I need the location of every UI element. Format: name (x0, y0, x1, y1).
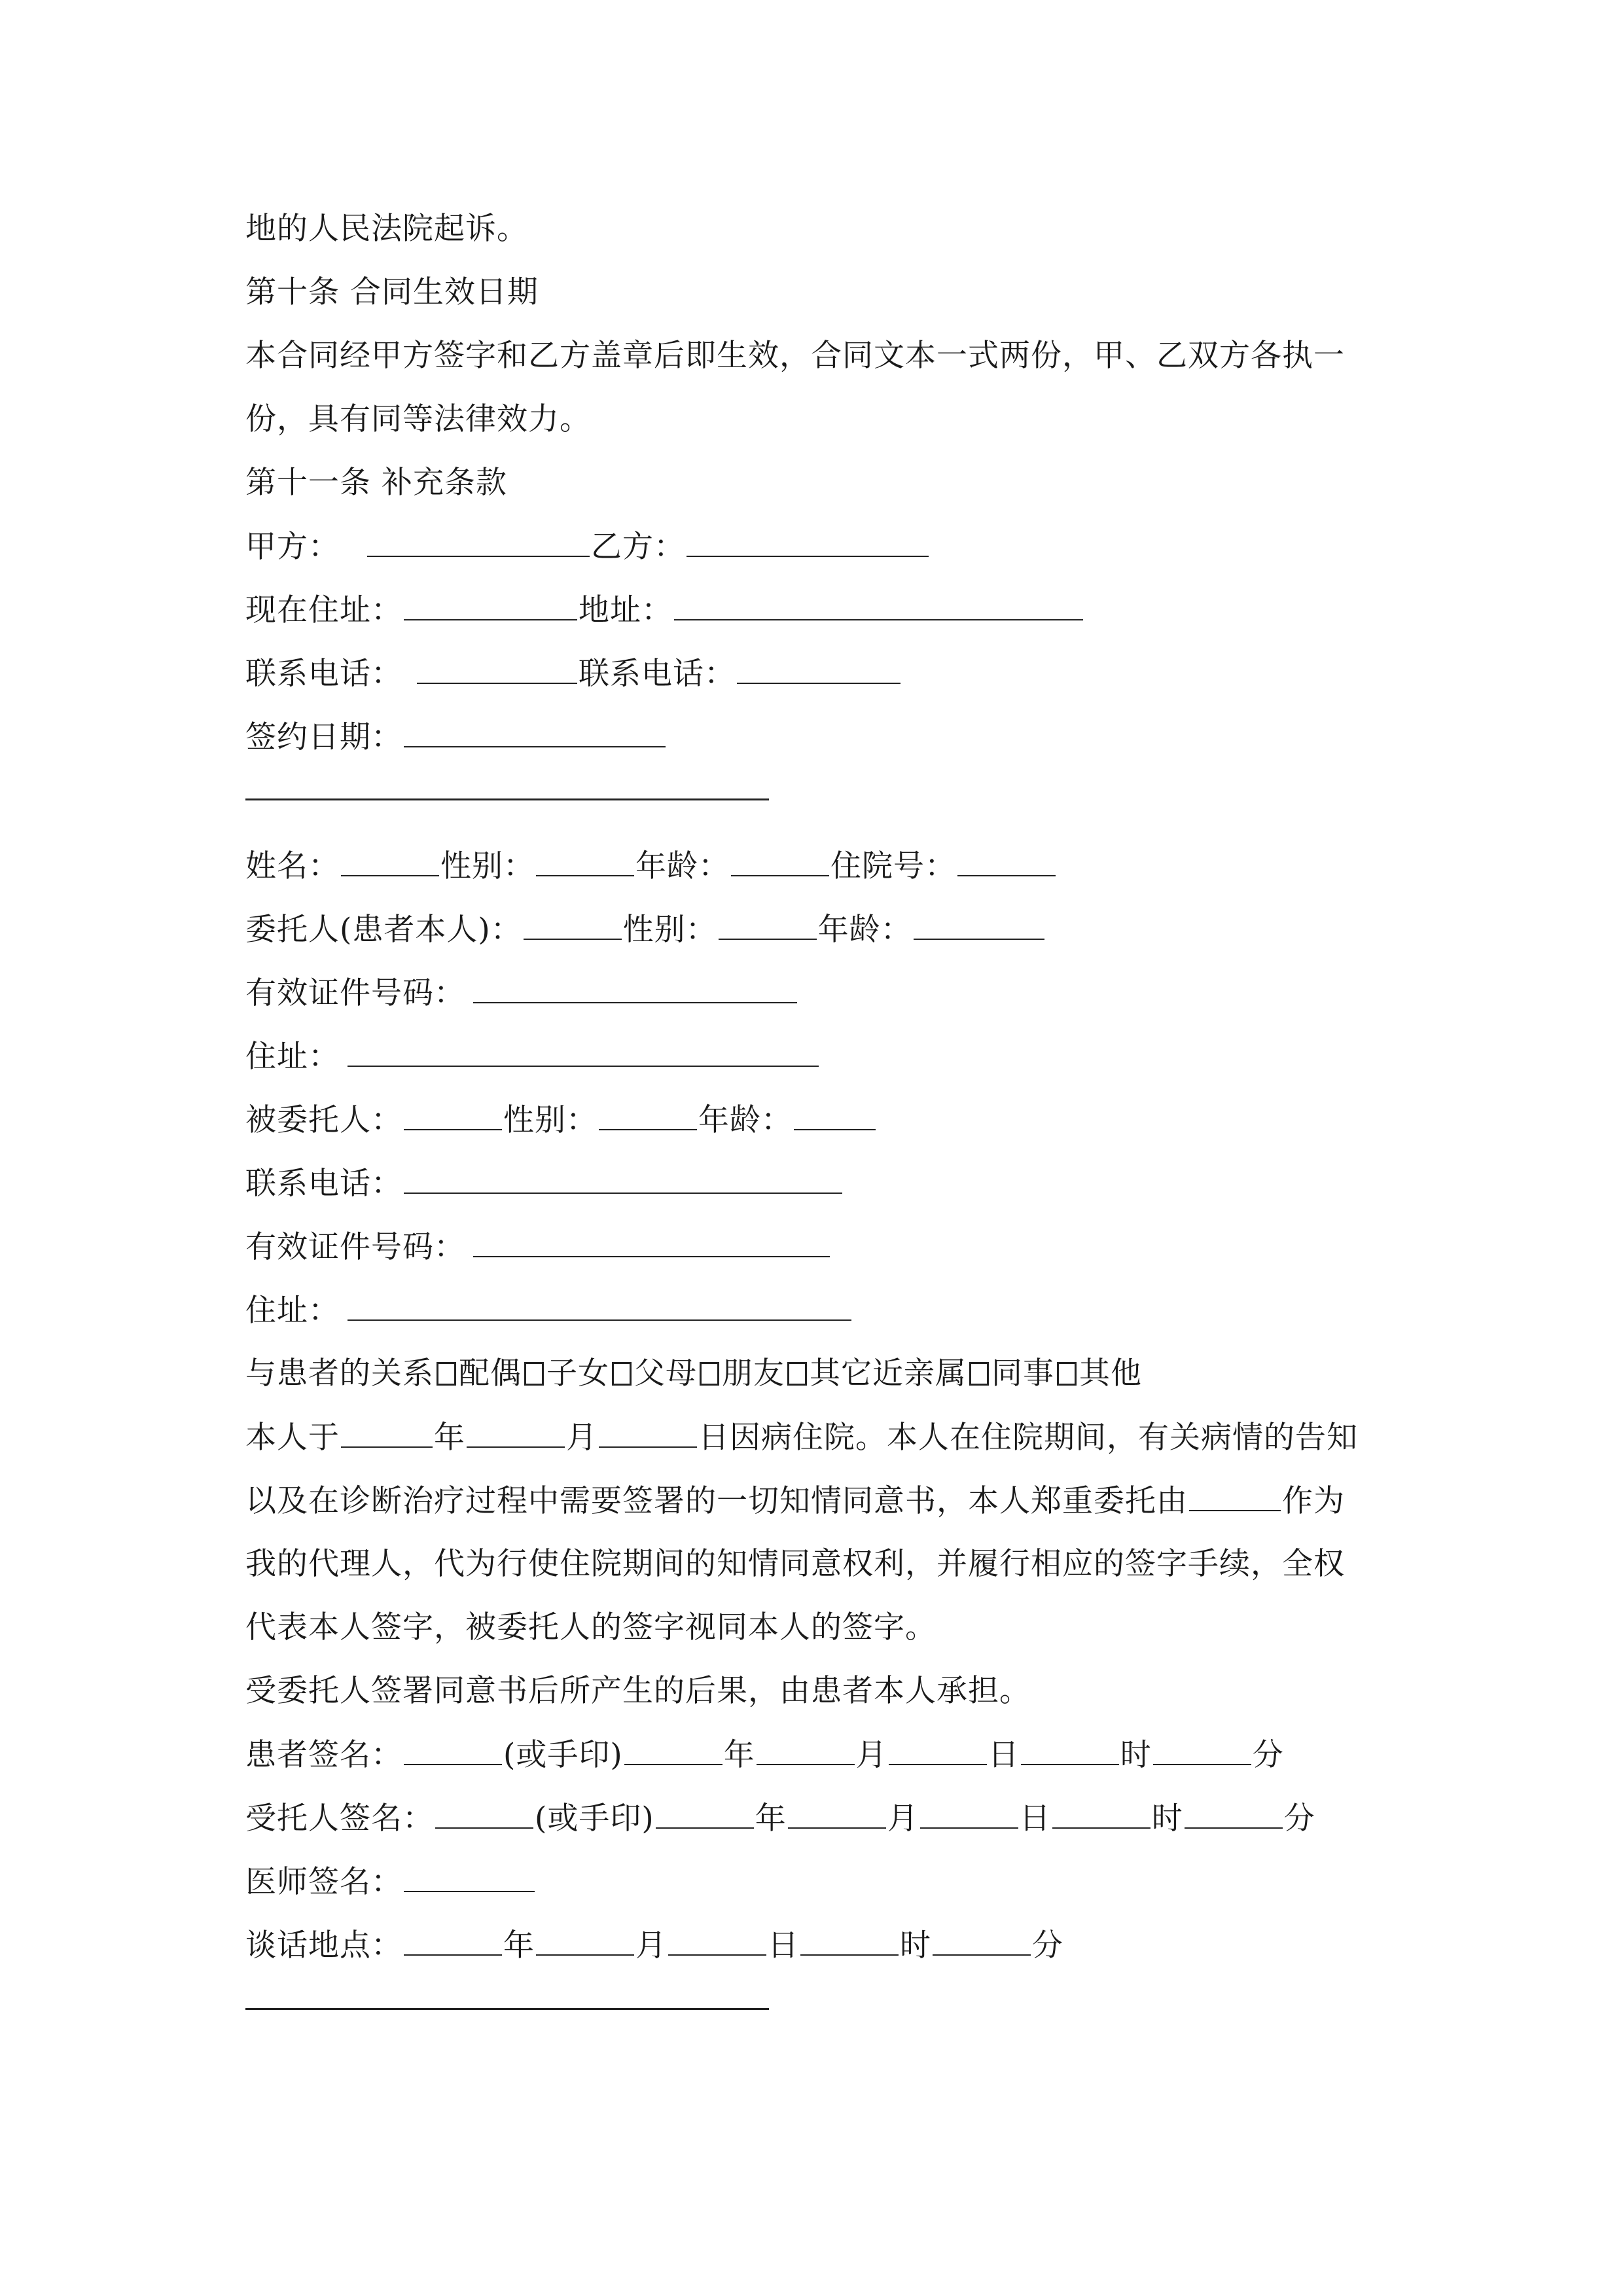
party-b-field[interactable] (687, 527, 929, 557)
talk-place-row (245, 1926, 1063, 1965)
sign-date-label: 签约日期： (245, 719, 402, 755)
consent-text-5: 受委托人签署同意书后所产生的后果，由患者本人承担。 (245, 1673, 1031, 1709)
patient-sign-label: 患者签名： (245, 1737, 402, 1773)
principal-id-row (245, 973, 798, 1013)
agent-phone-field[interactable] (404, 1164, 842, 1194)
agent-gender-field[interactable] (599, 1100, 697, 1130)
talk-place-label: 谈话地点： (245, 1928, 402, 1964)
current-address-label: 现在住址： (245, 592, 402, 628)
divider (245, 798, 769, 800)
talk-year-field[interactable] (404, 1926, 502, 1956)
name-field[interactable] (341, 846, 439, 876)
day-label: 日 (768, 1928, 799, 1964)
text-line (245, 1545, 1345, 1584)
parent-checkbox[interactable] (612, 1362, 632, 1386)
patient-sign-row (245, 1735, 1284, 1775)
friend-checkbox[interactable] (700, 1362, 719, 1386)
talk-hour-field[interactable] (800, 1926, 899, 1956)
patient-month-field[interactable] (757, 1735, 855, 1765)
effective-clause-line-1: 本合同经甲方签字和乙方盖章后即生效，合同文本一式两份，甲、乙双方各执一 (245, 338, 1345, 374)
agent-hour-field[interactable] (1052, 1799, 1150, 1829)
agent-year-field[interactable] (656, 1799, 754, 1829)
consent-text-4: 代表本人签字，被委托人的签字视同本人的签字。 (245, 1609, 936, 1645)
talk-minute-field[interactable] (933, 1926, 1031, 1956)
phone-label-a: 联系电话： (245, 656, 402, 692)
consent-text-2b: 作为 (1282, 1483, 1345, 1519)
agent-residence-label: 住址： (245, 1293, 340, 1329)
agent-month-field[interactable] (788, 1799, 886, 1829)
patient-sign-field[interactable] (404, 1735, 502, 1765)
text-line (245, 1608, 936, 1647)
or-thumb-label: (或手印) (535, 1801, 654, 1837)
patient-year-field[interactable] (624, 1735, 722, 1765)
article-10-heading: 第十条 合同生效日期 (245, 274, 539, 310)
phone-field-a[interactable] (417, 654, 577, 684)
principal-age-field[interactable] (914, 910, 1044, 940)
child-label: 子女 (546, 1355, 609, 1391)
day-label: 日 (1019, 1801, 1051, 1837)
admission-year-field[interactable] (341, 1418, 433, 1448)
year-label: 年 (723, 1737, 755, 1773)
agent-label: 被委托人： (245, 1102, 402, 1138)
consent-row (245, 1481, 1345, 1521)
other-checkbox[interactable] (1057, 1362, 1077, 1386)
section-heading (245, 273, 539, 312)
admission-intro: 本人于 (245, 1420, 340, 1456)
effective-clause-line-2: 份，具有同等法律效力。 (245, 401, 591, 437)
agent-sign-row (245, 1799, 1315, 1839)
admission-day-field[interactable] (599, 1418, 697, 1448)
day-label: 日 (988, 1737, 1020, 1773)
principal-age-label: 年龄： (817, 912, 912, 948)
patient-hour-field[interactable] (1021, 1735, 1119, 1765)
talk-month-field[interactable] (536, 1926, 634, 1956)
or-thumb-label: (或手印) (503, 1737, 623, 1773)
principal-residence-field[interactable] (348, 1037, 819, 1067)
delegate-field[interactable] (1189, 1481, 1281, 1511)
admission-date-row (245, 1418, 1358, 1458)
agent-id-field[interactable] (473, 1227, 830, 1257)
relative-checkbox[interactable] (787, 1362, 807, 1386)
patient-info-row (245, 846, 1057, 886)
principal-id-field[interactable] (473, 973, 797, 1003)
agent-row (245, 1100, 877, 1140)
phone-row (245, 654, 902, 694)
patient-minute-field[interactable] (1153, 1735, 1251, 1765)
sign-date-field[interactable] (404, 717, 666, 747)
article-11-heading: 第十一条 补充条款 (245, 465, 507, 501)
principal-gender-field[interactable] (719, 910, 817, 940)
name-label: 姓名： (245, 848, 340, 884)
month-label: 月 (566, 1420, 597, 1456)
text-line (245, 209, 528, 249)
consent-text-3: 我的代理人，代为行使住院期间的知情同意权利，并履行相应的签字手续，全权 (245, 1546, 1345, 1582)
year-label: 年 (755, 1801, 787, 1837)
consent-text-2: 以及在诊断治疗过程中需要签署的一切知情同意书，本人郑重委托由 (245, 1483, 1188, 1519)
id-no-label: 有效证件号码： (245, 975, 465, 1011)
principal-row (245, 910, 1046, 950)
agent-age-label: 年龄： (698, 1102, 793, 1138)
agent-residence-field[interactable] (348, 1291, 851, 1321)
consent-text-1: 因病住院。本人在住院期间，有关病情的告知 (730, 1420, 1358, 1456)
hour-label: 时 (900, 1928, 931, 1964)
spouse-checkbox[interactable] (437, 1362, 456, 1386)
agent-id-row (245, 1227, 831, 1267)
sign-date-row (245, 717, 667, 757)
party-a-field[interactable] (367, 527, 590, 557)
child-checkbox[interactable] (524, 1362, 544, 1386)
party-row (245, 527, 930, 567)
address-label: 地址： (579, 592, 673, 628)
age-field[interactable] (731, 846, 829, 876)
section-heading (245, 463, 507, 503)
minute-label: 分 (1283, 1801, 1315, 1837)
doctor-sign-row (245, 1862, 536, 1902)
admission-no-label: 住院号： (830, 848, 956, 884)
parent-label: 父母 (634, 1355, 697, 1391)
colleague-checkbox[interactable] (969, 1362, 989, 1386)
agent-age-field[interactable] (794, 1100, 876, 1130)
month-label: 月 (887, 1801, 919, 1837)
agent-day-field[interactable] (920, 1799, 1018, 1829)
year-label: 年 (503, 1928, 535, 1964)
relation-label: 与患者的关系 (245, 1355, 434, 1391)
year-label: 年 (434, 1420, 465, 1456)
agent-minute-field[interactable] (1185, 1799, 1283, 1829)
text-line (245, 1672, 1031, 1711)
spouse-label: 配偶 (459, 1355, 522, 1391)
minute-label: 分 (1032, 1928, 1063, 1964)
doctor-sign-field[interactable] (404, 1862, 535, 1892)
hour-label: 时 (1151, 1801, 1183, 1837)
agent-name-field[interactable] (404, 1100, 502, 1130)
hour-label: 时 (1120, 1737, 1152, 1773)
patient-day-field[interactable] (889, 1735, 987, 1765)
lawsuit-clause-end: 地的人民法院起诉。 (245, 211, 528, 247)
principal-gender-label: 性别： (622, 912, 717, 948)
month-label: 月 (635, 1928, 667, 1964)
current-address-field[interactable] (404, 590, 577, 620)
party-a-label: 甲方： (245, 529, 340, 565)
colleague-label: 同事 (991, 1355, 1054, 1391)
agent-residence-row (245, 1291, 853, 1331)
talk-day-field[interactable] (668, 1926, 766, 1956)
text-line (245, 400, 591, 439)
residence-label: 住址： (245, 1039, 340, 1075)
agent-sign-field[interactable] (435, 1799, 533, 1829)
principal-field[interactable] (524, 910, 622, 940)
phone-field-b[interactable] (737, 654, 901, 684)
admission-no-field[interactable] (957, 846, 1056, 876)
agent-sign-label: 受托人签名： (245, 1801, 434, 1837)
relative-label: 其它近亲属 (810, 1355, 967, 1391)
principal-residence-row (245, 1037, 820, 1077)
agent-phone-row (245, 1164, 844, 1204)
text-line (245, 336, 1345, 376)
month-label: 月 (855, 1737, 887, 1773)
admission-month-field[interactable] (467, 1418, 565, 1448)
relation-row (245, 1354, 1142, 1393)
principal-label: 委托人(患者本人)： (245, 912, 522, 948)
day-label: 日 (698, 1420, 730, 1456)
minute-label: 分 (1252, 1737, 1284, 1773)
gender-field[interactable] (536, 846, 634, 876)
address-row (245, 590, 1084, 630)
other-label: 其他 (1079, 1355, 1142, 1391)
doctor-sign-label: 医师签名： (245, 1864, 402, 1900)
agent-phone-label: 联系电话： (245, 1166, 402, 1202)
agent-id-label: 有效证件号码： (245, 1229, 465, 1265)
gender-label: 性别： (440, 848, 535, 884)
address-field[interactable] (674, 590, 1083, 620)
party-b-label: 乙方： (591, 529, 685, 565)
friend-label: 朋友 (722, 1355, 785, 1391)
age-label: 年龄： (635, 848, 730, 884)
divider (245, 2008, 769, 2010)
phone-label-b: 联系电话： (579, 656, 736, 692)
agent-gender-label: 性别： (503, 1102, 597, 1138)
